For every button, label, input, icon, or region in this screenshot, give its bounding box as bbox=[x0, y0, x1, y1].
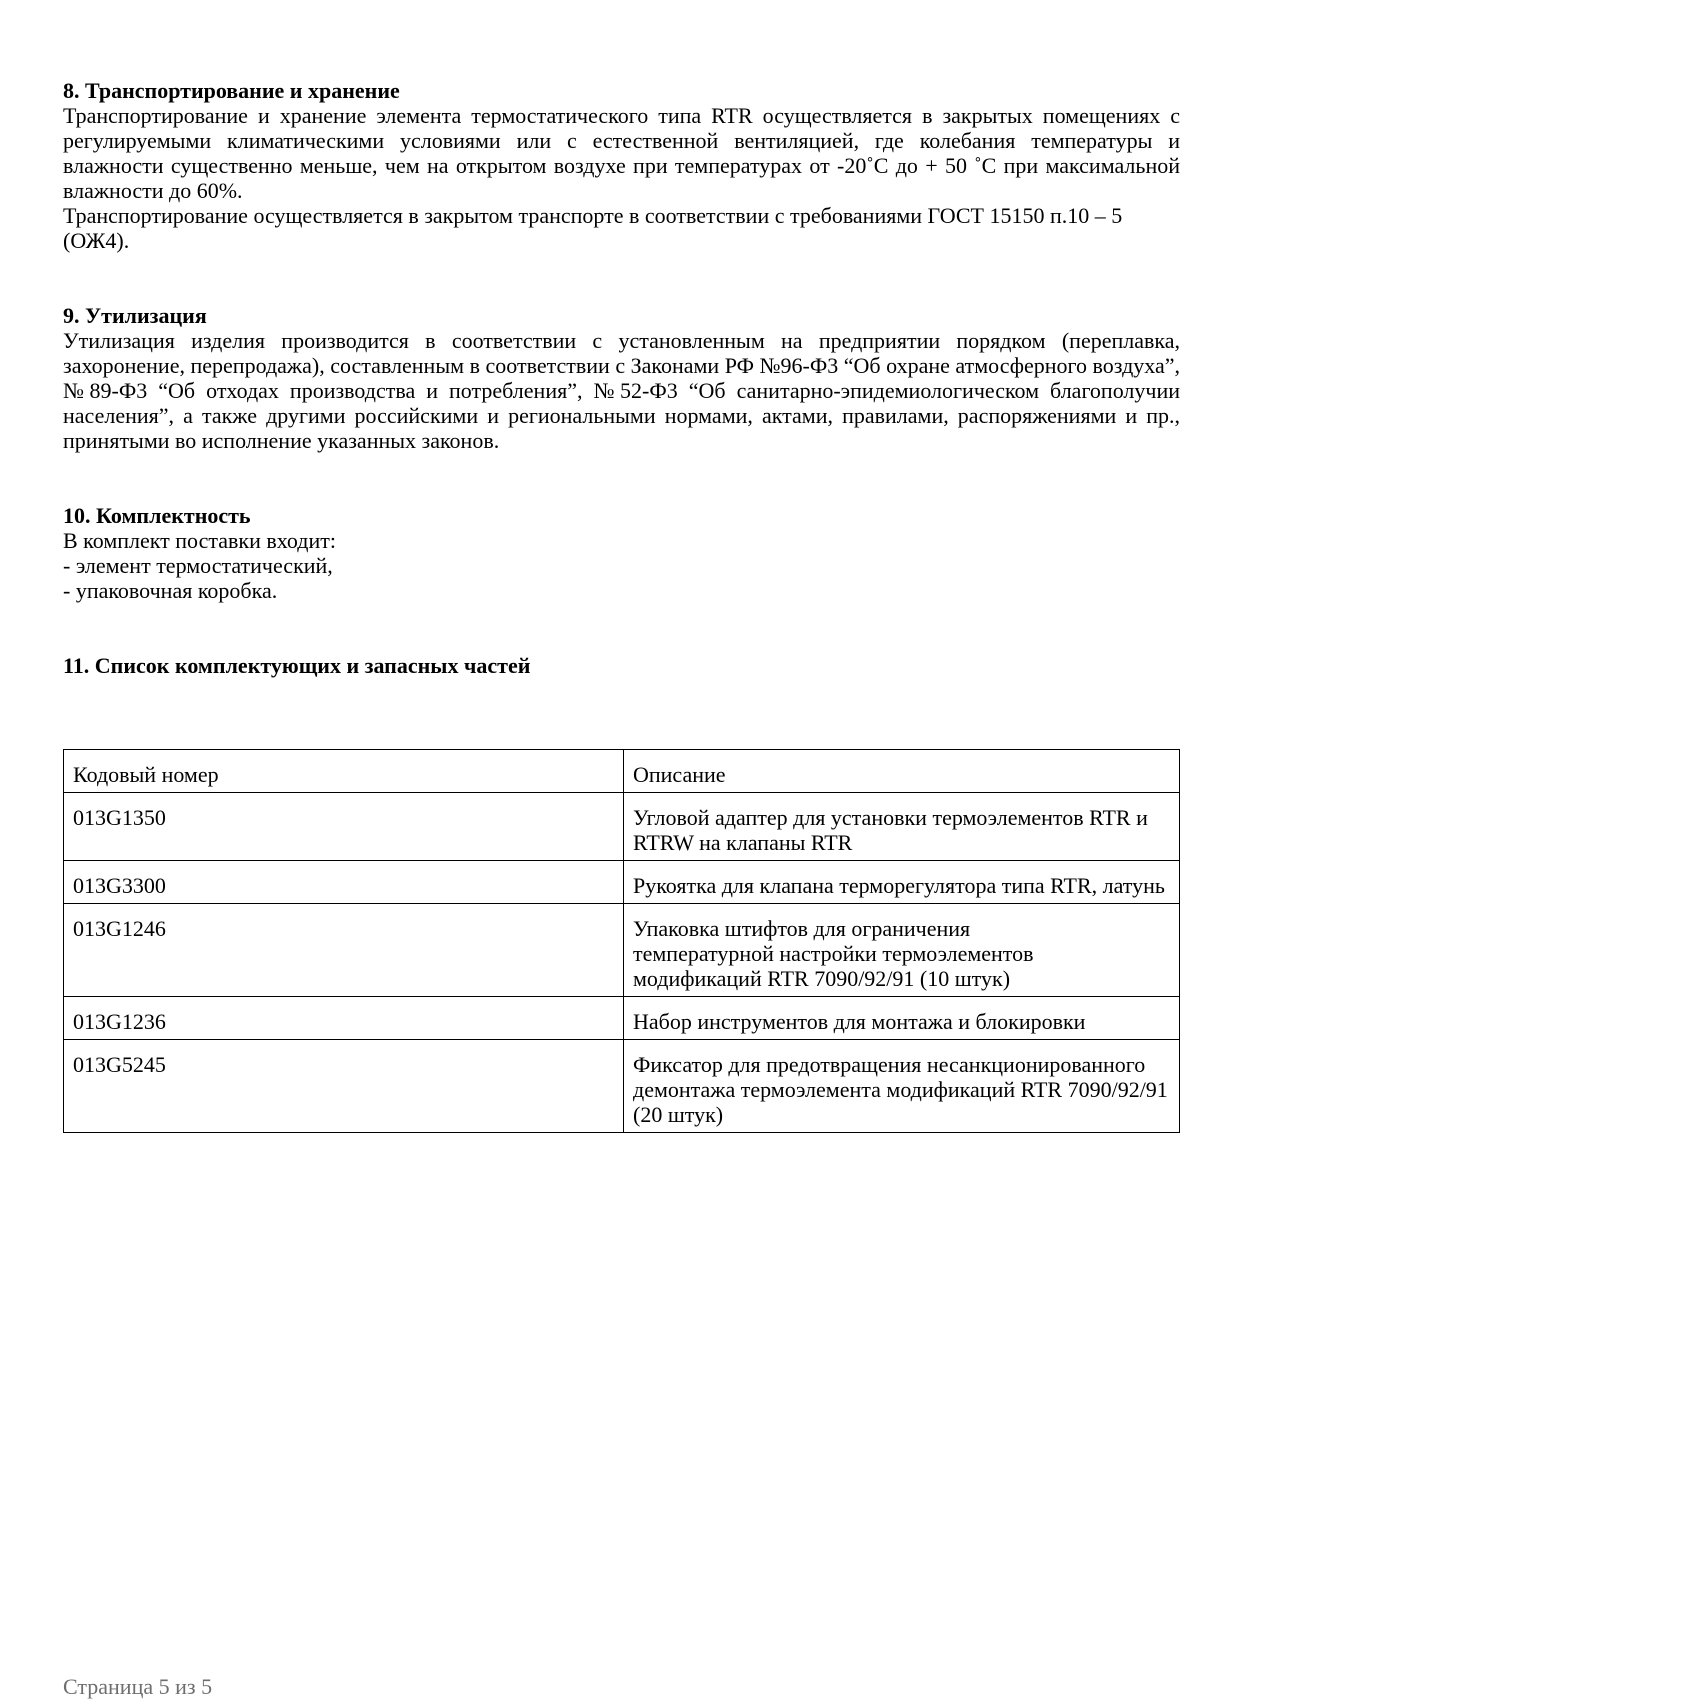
section-10-line-1: В комплект поставки входит: bbox=[63, 528, 336, 553]
table-cell-description: Фиксатор для предотвращения несанкционированного демонтажа термоэлемента модификаций RTR 7090/92/91 (20 штук) bbox=[624, 1040, 1180, 1133]
table-cell-code: 013G5245 bbox=[64, 1040, 624, 1133]
table-cell-code: 013G1350 bbox=[64, 793, 624, 861]
section-10-line-2: - элемент термостатический, bbox=[63, 553, 333, 578]
table-cell-description: Рукоятка для клапана терморегулятора типа RTR, латунь bbox=[624, 861, 1180, 904]
spacer bbox=[63, 678, 1180, 749]
section-11-title: 11. Список комплектующих и запасных частей bbox=[63, 653, 531, 678]
spacer bbox=[63, 603, 1180, 653]
table-cell-description: Набор инструментов для монтажа и блокировки bbox=[624, 997, 1180, 1040]
section-8-paragraph-1: Транспортирование и хранение элемента термостатического типа RTR осуществляется в закрытых помещениях с регулируемыми климатическими условиями или с естественной вентиляцией, где колебания температуры и влажности существенно меньше, чем на открытом воздухе при температурах от -20˚С до + 50 ˚С при максимальной влажности до 60%. bbox=[63, 103, 1180, 203]
parts-table bbox=[63, 749, 1180, 1133]
section-8-paragraph-2: Транспортирование осуществляется в закрытом транспорте в соответствии с требованиями ГОСТ 15150 п.10 – 5 (ОЖ4). bbox=[63, 203, 1123, 253]
table-cell-description: Упаковка штифтов для ограничения температурной настройки термоэлементов модификаций RTR 7090/92/91 (10 штук) bbox=[624, 904, 1180, 997]
spacer bbox=[63, 253, 1180, 303]
spacer bbox=[63, 453, 1180, 503]
table-header-code: Кодовый номер bbox=[64, 750, 624, 793]
section-10-title: 10. Комплектность bbox=[63, 503, 251, 528]
table-cell-code: 013G1236 bbox=[64, 997, 624, 1040]
table-cell-description: Угловой адаптер для установки термоэлементов RTR и RTRW на клапаны RTR bbox=[624, 793, 1180, 861]
table-header-description: Описание bbox=[624, 750, 1180, 793]
section-8-title: 8. Транспортирование и хранение bbox=[63, 78, 400, 103]
section-10-line-3: - упаковочная коробка. bbox=[63, 578, 278, 603]
table-cell-code: 013G3300 bbox=[64, 861, 624, 904]
document-body bbox=[63, 78, 1180, 1133]
table-row bbox=[64, 997, 1180, 1040]
page-number-footer: Страница 5 из 5 bbox=[63, 1674, 213, 1699]
table-cell-code: 013G1246 bbox=[64, 904, 624, 997]
table-row bbox=[64, 1040, 1180, 1133]
section-9-title: 9. Утилизация bbox=[63, 303, 207, 328]
table-header-row bbox=[64, 750, 1180, 793]
table-row bbox=[64, 793, 1180, 861]
section-9-paragraph: Утилизация изделия производится в соответствии с установленным на предприятии порядком (переплавка, захоронение, перепродажа), составленным в соответствии с Законами РФ №96-Ф3 “Об охране атмосферного воздуха”, №89-Ф3 “Об отходах производства и потребления”, №52-Ф3 “Об санитарно-эпидемиологическом благополучии населения”, а также другими российскими и региональными нормами, актами, правилами, распоряжениями и пр., принятыми во исполнение указанных законов. bbox=[63, 328, 1180, 453]
table-row bbox=[64, 904, 1180, 997]
table-row bbox=[64, 861, 1180, 904]
